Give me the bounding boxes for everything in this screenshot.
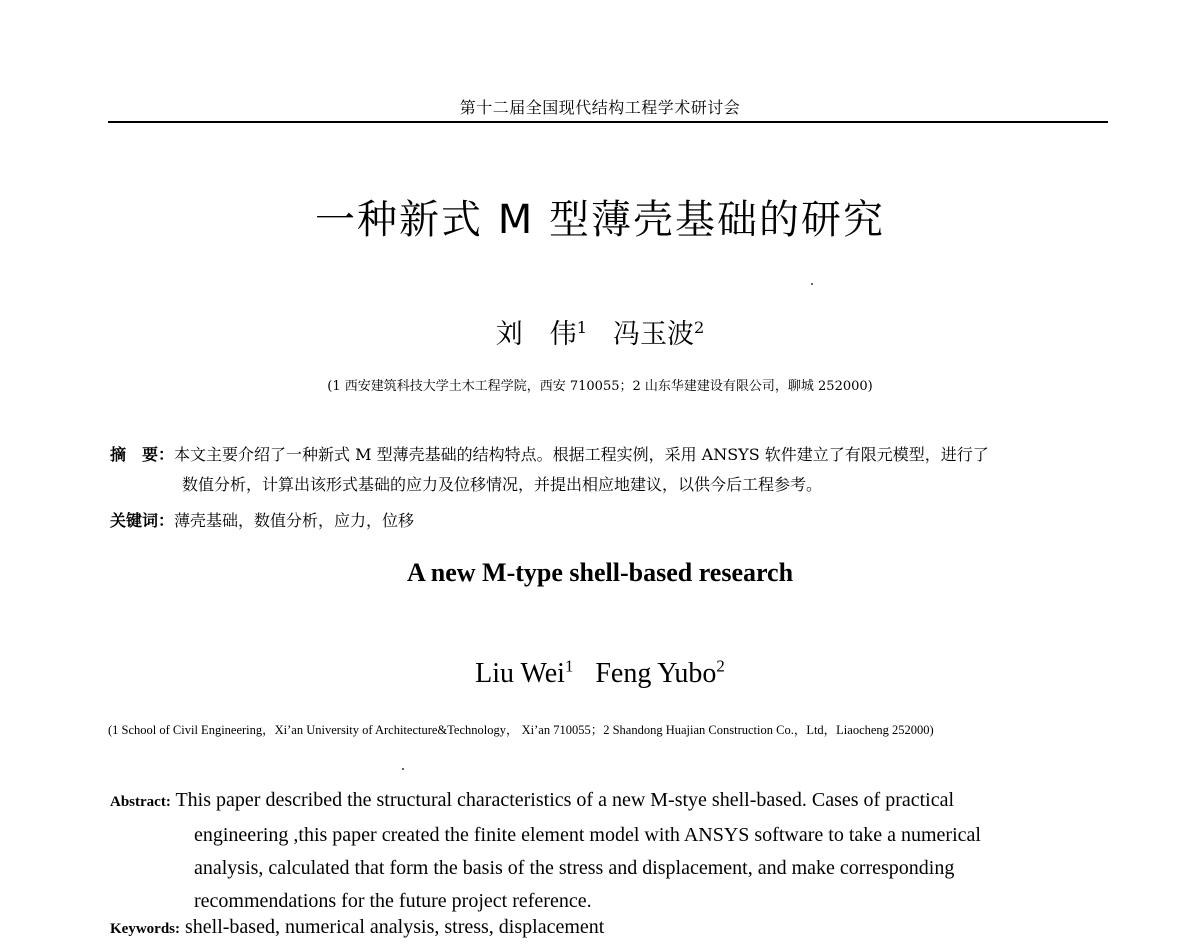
- chinese-abstract-text-2: 数值分析，计算出该形式基础的应力及位移情况，并提出相应地建议，以供今后工程参考。: [182, 475, 823, 494]
- english-keywords: [110, 916, 604, 939]
- author-en-2-affil: 2: [716, 656, 725, 676]
- chinese-keywords: [110, 508, 414, 531]
- chinese-authors: [0, 312, 1200, 351]
- english-abstract-line-1: [110, 784, 1102, 819]
- author-en-1-affil: 1: [564, 656, 574, 676]
- english-abstract-text-3: analysis, calculated that form the basis of the stress and displacement, and make corresponding: [194, 857, 955, 879]
- author-cn-2: 冯玉波: [613, 319, 694, 350]
- english-title: A new M-type shell-based research: [406, 558, 794, 587]
- chinese-abstract-label: 摘 要：: [110, 445, 175, 464]
- english-authors: [0, 658, 1200, 690]
- english-affiliation: (1 School of Civil Engineering，Xi’an University of Architecture&Technology， Xi’an 710055；2 Shandong Huajian Construction Co.，Ltd，Liaocheng 252000): [108, 723, 934, 737]
- chinese-affiliation: (1 西安建筑科技大学土木工程学院，西安 710055；2 山东华建建设有限公司，聊城 252000): [327, 379, 873, 394]
- header-rule: [108, 121, 1108, 123]
- english-abstract-text-4: recommendations for the future project reference.: [194, 890, 592, 912]
- author-cn-1: 刘 伟: [495, 319, 577, 350]
- english-abstract: [110, 784, 1102, 918]
- chinese-abstract-line-1: [110, 440, 1100, 470]
- chinese-title: 一种新式 M 型薄壳基础的研究: [315, 197, 885, 243]
- running-header: 第十二届全国现代结构工程学术研讨会: [459, 98, 741, 117]
- author-cn-2-affil: 2: [694, 318, 705, 337]
- author-en-1: Liu Wei: [475, 658, 565, 689]
- author-en-2: Feng Yubo: [595, 658, 717, 689]
- english-abstract-text-2: engineering ,this paper created the finite element model with ANSYS software to take a numerical: [194, 824, 981, 846]
- english-keywords-text: shell-based, numerical analysis, stress, displacement: [185, 916, 605, 938]
- scan-speck: [402, 768, 404, 770]
- english-keywords-label: Keywords:: [110, 921, 180, 937]
- english-abstract-label: Abstract:: [110, 794, 171, 810]
- chinese-keywords-text: 薄壳基础，数值分析，应力，位移: [174, 511, 415, 530]
- scan-speck: [811, 283, 813, 285]
- author-cn-1-affil: 1: [576, 318, 587, 337]
- chinese-abstract-text-1: 本文主要介绍了一种新式 M 型薄壳基础的结构特点。根据工程实例，采用 ANSYS 软件建立了有限元模型，进行了: [174, 445, 989, 464]
- chinese-keywords-label: 关键词：: [110, 511, 175, 530]
- english-abstract-text-1: This paper described the structural characteristics of a new M-stye shell-based. Cases of practical: [175, 789, 955, 811]
- chinese-abstract: [110, 440, 1100, 500]
